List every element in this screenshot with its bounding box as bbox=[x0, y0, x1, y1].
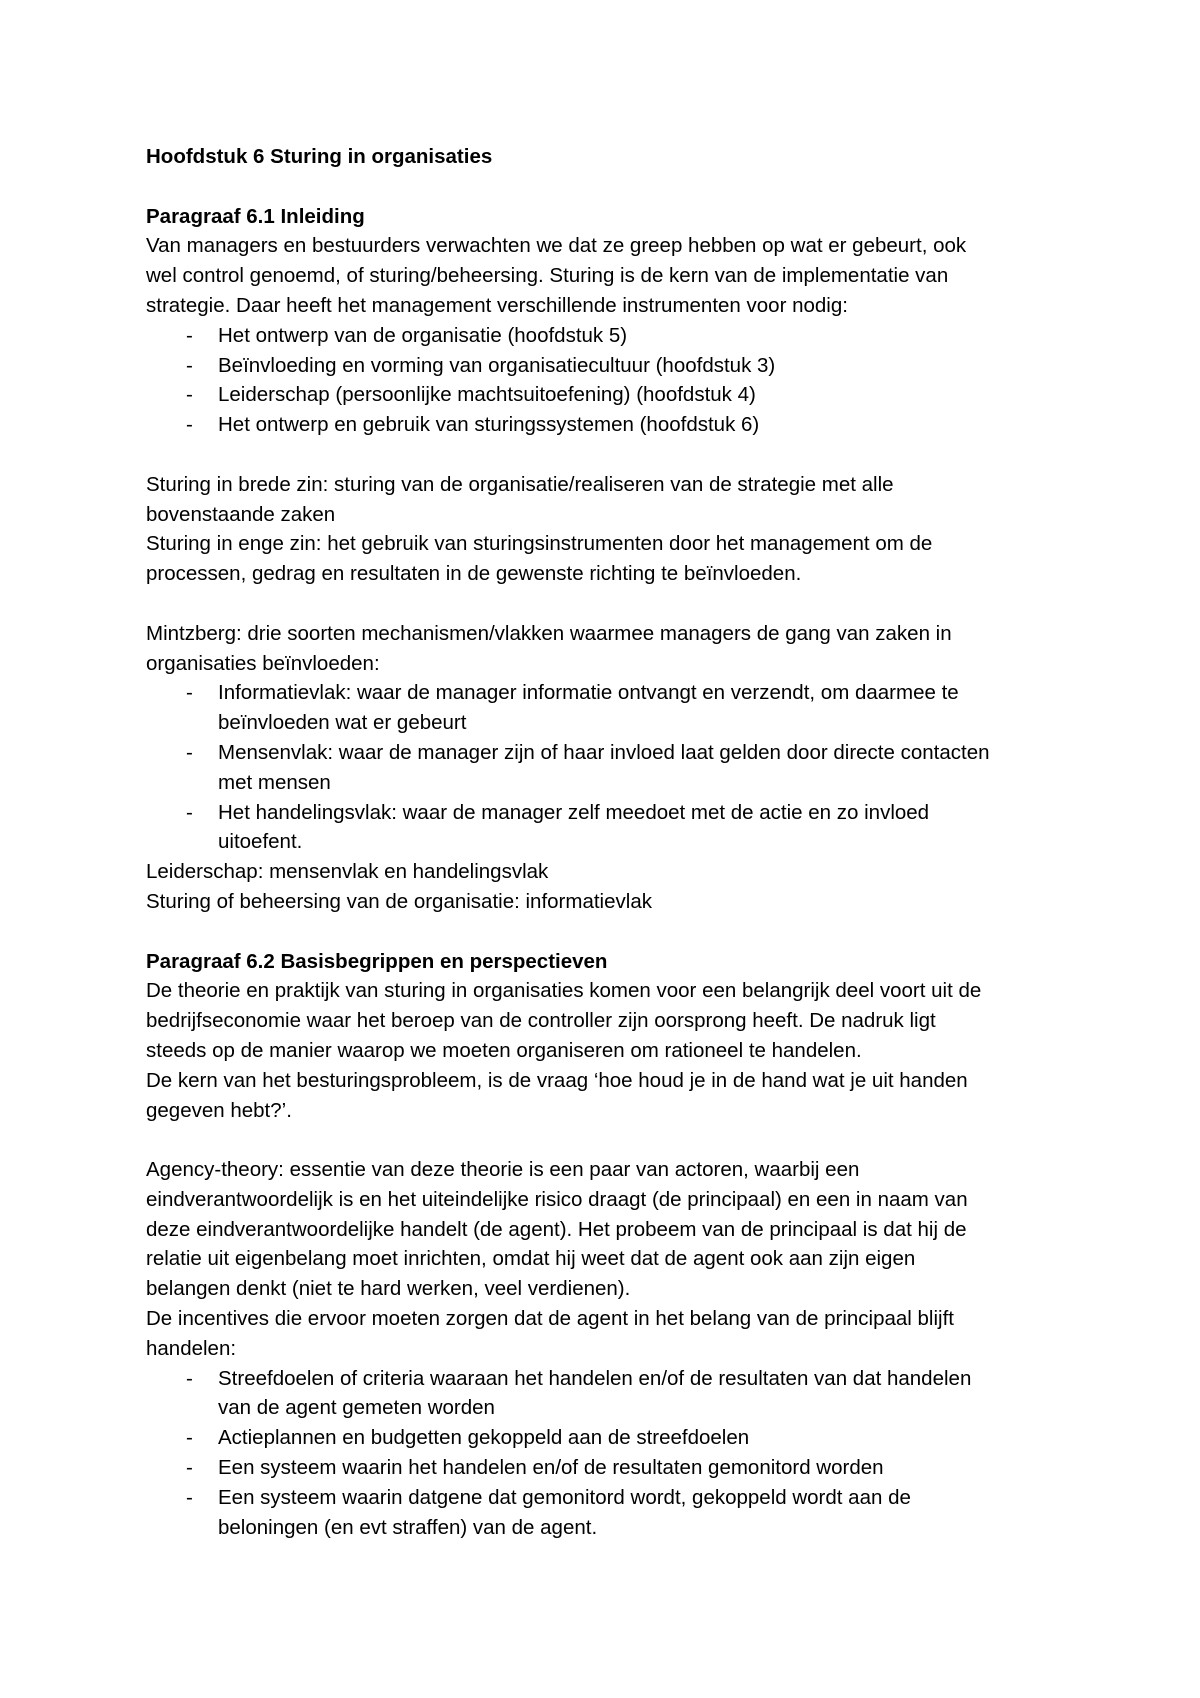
text-line: strategie. Daar heeft het management verschillende instrumenten voor nodig: bbox=[146, 293, 848, 317]
text-line: Agency-theory: essentie van deze theorie is een paar van actoren, waarbij een bbox=[146, 1158, 860, 1182]
list-item bbox=[146, 1483, 1086, 1543]
list-item: - Het ontwerp en gebruik van sturingssystemen (hoofdstuk 6) bbox=[146, 410, 1086, 440]
text-line: Van managers en bestuurders verwachten we dat ze greep hebben op wat er gebeurt, ook bbox=[146, 234, 967, 258]
list-item bbox=[146, 1423, 1086, 1453]
text-line: deze eindverantwoordelijke handelt (de agent). Het probeem van de principaal is dat hij de bbox=[146, 1217, 967, 1241]
text-line: wel control genoemd, of sturing/beheersing. Sturing is de kern van de implementatie van bbox=[146, 264, 949, 288]
text-line: handelen: bbox=[146, 1336, 237, 1360]
agency-paragraph bbox=[146, 1155, 1086, 1364]
list-item-line: - Mensenvlak: waar de manager zijn of haar invloed laat gelden door directe contacten bbox=[218, 740, 990, 764]
mintzberg-paragraph bbox=[146, 619, 1086, 679]
spacer bbox=[146, 589, 1086, 619]
document-page bbox=[146, 142, 1086, 1542]
instruments-list bbox=[146, 321, 1086, 440]
incentives-list bbox=[146, 1364, 1086, 1543]
text-line: steeds op de manier waarop we moeten organiseren om rationeel te handelen. bbox=[146, 1038, 862, 1062]
list-item bbox=[146, 1453, 1086, 1483]
text-line: organisaties beïnvloeden: bbox=[146, 651, 380, 675]
document-title: Hoofdstuk 6 Sturing in organisaties bbox=[146, 145, 493, 168]
list-item bbox=[146, 738, 1086, 798]
section-heading-6-2: Paragraaf 6.2 Basisbegrippen en perspectieven bbox=[146, 949, 608, 973]
spacer bbox=[146, 917, 1086, 947]
list-item-line: met mensen bbox=[218, 770, 331, 794]
spacer bbox=[146, 1125, 1086, 1155]
text-line: De theorie en praktijk van sturing in organisaties komen voor een belangrijk deel voort uit de bbox=[146, 979, 982, 1003]
section-heading-6-1: Paragraaf 6.1 Inleiding bbox=[146, 204, 365, 228]
spacer bbox=[146, 172, 1086, 202]
summary-paragraph bbox=[146, 857, 1086, 917]
text-line: Sturing in enge zin: het gebruik van sturingsinstrumenten door het management om de bbox=[146, 532, 933, 556]
mintzberg-list bbox=[146, 678, 1086, 857]
list-item-line: - Een systeem waarin het handelen en/of de resultaten gemonitord worden bbox=[218, 1456, 884, 1480]
list-item bbox=[146, 1364, 1086, 1424]
list-item-line: van de agent gemeten worden bbox=[218, 1396, 495, 1420]
list-item-line: - Het handelingsvlak: waar de manager zelf meedoet met de actie en zo invloed bbox=[218, 800, 930, 824]
text-line: bovenstaande zaken bbox=[146, 502, 336, 526]
list-item bbox=[146, 798, 1086, 858]
list-item-line: beïnvloeden wat er gebeurt bbox=[218, 711, 467, 735]
list-item-line: - Informatievlak: waar de manager informatie ontvangt en verzendt, om daarmee te bbox=[218, 681, 959, 705]
text-line: Mintzberg: drie soorten mechanismen/vlakken waarmee managers de gang van zaken in bbox=[146, 621, 952, 645]
text-line: Leiderschap: mensenvlak en handelingsvlak bbox=[146, 860, 549, 884]
list-item-line: - Streefdoelen of criteria waaraan het handelen en/of de resultaten van dat handelen bbox=[218, 1366, 972, 1390]
list-item-line: - Een systeem waarin datgene dat gemonitord wordt, gekoppeld wordt aan de bbox=[218, 1485, 911, 1509]
list-item: - Beïnvloeding en vorming van organisatiecultuur (hoofdstuk 3) bbox=[146, 351, 1086, 381]
text-line: De kern van het besturingsprobleem, is de vraag ‘hoe houd je in de hand wat je uit handen bbox=[146, 1068, 968, 1092]
intro-paragraph bbox=[146, 231, 1086, 320]
list-item: - Het ontwerp van de organisatie (hoofdstuk 5) bbox=[146, 321, 1086, 351]
list-item-line: - Actieplannen en budgetten gekoppeld aan de streefdoelen bbox=[218, 1426, 750, 1450]
list-item bbox=[146, 678, 1086, 738]
list-item-line: uitoefent. bbox=[218, 830, 303, 854]
text-line: processen, gedrag en resultaten in de gewenste richting te beïnvloeden. bbox=[146, 562, 802, 586]
text-line: Sturing in brede zin: sturing van de organisatie/realiseren van de strategie met alle bbox=[146, 472, 894, 496]
spacer bbox=[146, 440, 1086, 470]
text-line: gegeven hebt?’. bbox=[146, 1098, 292, 1122]
list-item: - Leiderschap (persoonlijke machtsuitoefening) (hoofdstuk 4) bbox=[146, 380, 1086, 410]
text-line: Sturing of beheersing van de organisatie: informatievlak bbox=[146, 889, 652, 913]
definitions-paragraph bbox=[146, 470, 1086, 589]
list-item-line: beloningen (en evt straffen) van de agent. bbox=[218, 1515, 598, 1539]
text-line: belangen denkt (niet te hard werken, veel verdienen). bbox=[146, 1277, 631, 1301]
intro-paragraph bbox=[146, 976, 1086, 1125]
text-line: eindverantwoordelijk is en het uiteindelijke risico draagt (de principaal) en een in naam van bbox=[146, 1187, 968, 1211]
text-line: De incentives die ervoor moeten zorgen dat de agent in het belang van de principaal blijft bbox=[146, 1307, 954, 1331]
text-line: bedrijfseconomie waar het beroep van de controller zijn oorsprong heeft. De nadruk ligt bbox=[146, 1009, 936, 1033]
text-line: relatie uit eigenbelang moet inrichten, omdat hij weet dat de agent ook aan zijn eigen bbox=[146, 1247, 916, 1271]
